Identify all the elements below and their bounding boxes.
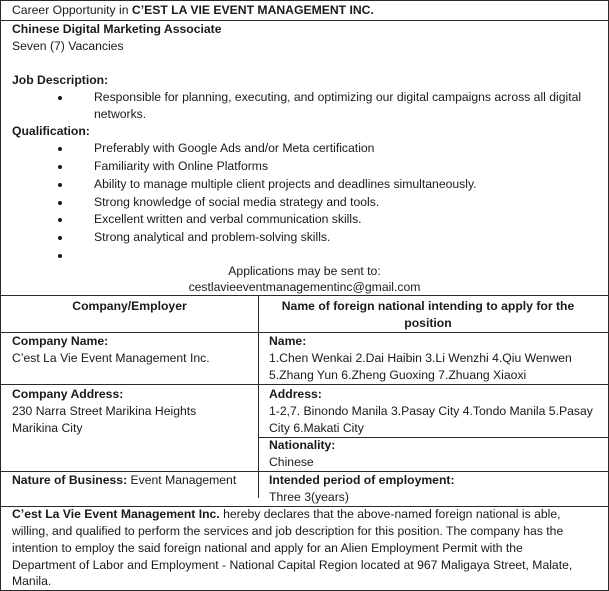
declaration-line-4: Department of Labor and Employment - National Capital Region located at 967 Maligaya Street, Malate, [12,558,573,572]
declaration-line-5: Manila. [12,574,52,588]
nationality-label: Nationality: [269,438,336,452]
bullet-icon [58,147,62,151]
applications-email: cestlavieeventmanagementinc@gmail.com [188,280,421,294]
nature-label: Nature of Business: [12,473,128,487]
declaration-company: C’est La Vie Event Management Inc. [12,507,220,521]
declaration-line-2: willing, and qualified to perform the services and job description for this position. The company has the [12,524,564,538]
bullet-icon [58,218,62,222]
name-label: Name: [269,334,307,348]
divider [1,384,608,385]
vacancies: Seven (7) Vacancies [12,39,124,53]
bullet-icon [58,254,62,258]
column-header-employer: Company/Employer [72,299,187,313]
address-label: Address: [269,387,322,401]
job-description-heading: Job Description: [12,73,109,87]
names-line-1: 1.Chen Wenkai 2.Dai Haibin 3.Li Wenzhi 4.Qiu Wenwen [269,351,572,365]
list-item-text: Responsible for planning, executing, and optimizing our digital campaigns across all digital networks. [94,90,582,121]
bullet-icon [58,236,62,240]
nature-value: Event Management [127,473,237,487]
address-line-2: City 6.Makati City [269,421,364,435]
company-address-line-1: 230 Narra Street Marikina Heights [12,404,197,418]
declaration-line-1-rest: hereby declares that the above-named foreign national is able, [219,507,561,521]
header-prefix: Career Opportunity in [12,3,132,17]
list-item-text: Strong analytical and problem-solving skills. [94,230,331,244]
list-item-text: Familiarity with Online Platforms [94,159,269,173]
company-name-value: C’est La Vie Event Management Inc. [12,351,210,365]
list-item-text: Preferably with Google Ads and/or Meta certification [94,141,375,155]
applications-line: Applications may be sent to: [228,264,381,278]
company-address-label: Company Address: [12,387,124,401]
bullet-icon [58,201,62,205]
declaration-line-1 [12,506,606,523]
bullet-icon [58,183,62,187]
declaration-line-3: intention to employ the said foreign national and apply for an Alien Employment Permit with the [12,541,523,555]
nature-of-business [12,472,236,489]
position-title: Chinese Digital Marketing Associate [12,22,222,36]
list-item-text: Strong knowledge of social media strategy and tools. [94,195,380,209]
qualification-heading: Qualification: [12,124,90,138]
names-line-2: 5.Zhang Yun 6.Zheng Guoxing 7.Zhuang Xiaoxi [269,368,527,382]
list-item-text: Excellent written and verbal communication skills. [94,212,362,226]
company-address-line-2: Marikina City [12,421,83,435]
header-company: C’EST LA VIE EVENT MANAGEMENT INC. [131,3,374,17]
column-divider [258,295,259,498]
bullet-icon [58,96,62,100]
divider [1,295,608,296]
nationality-value: Chinese [269,455,314,469]
column-header-foreign-national: Name of foreign national intending to apply for the position [281,299,575,330]
header-line [12,2,374,19]
company-name-label: Company Name: [12,334,109,348]
address-line-1: 1-2,7. Binondo Manila 3.Pasay City 4.Tondo Manila 5.Pasay [269,404,593,418]
period-label: Intended period of employment: [269,473,455,487]
period-value: Three 3(years) [269,490,349,504]
list-item-text: Ability to manage multiple client projects and deadlines simultaneously. [94,177,477,191]
bullet-icon [58,165,62,169]
